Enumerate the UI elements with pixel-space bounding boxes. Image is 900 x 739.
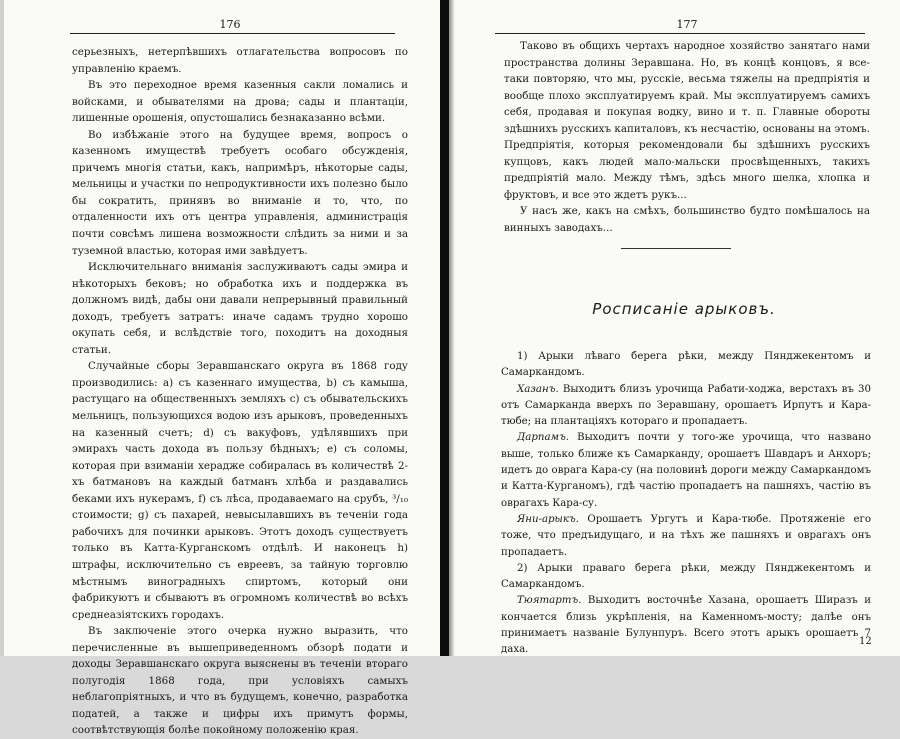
canal-list [501, 349, 871, 659]
canal-name: Дарпамъ. [517, 432, 569, 444]
canal-name: Яни-арыкъ. [517, 513, 579, 525]
left-header-rule [70, 33, 395, 34]
canal-description: Выходитъ близъ урочища Рабати-ходжа, верстахъ въ 30 отъ Самарканда вверхъ по Зеравшану, орошаетъ Ирпутъ и Кара-тюбе; на плантаціяхъ котораго и пропадаетъ. [501, 383, 871, 428]
left-paragraph-6: Въ заключеніе этого очерка нужно выразить, что перечисленные въ вышеприведенномъ обзорѣ подати и доходы Зеравшанскаго округа выяснены въ теченіи втораго полугодія 1868 года, при условіяхъ самыхъ неблагопріятныхъ, и что въ будущемъ, конечно, разработка податей, а также и цифры ихъ примутъ формы, соотвѣтствующія болѣе покойному положенію края. [72, 625, 408, 737]
left-paragraph-2: Въ это переходное время казенныя сакли ломались и войсками, и обывателями на дрова; сады и плантаціи, лишенные орошенія, опустошались безнаказанно всѣми. [72, 79, 408, 125]
canal-entry-yani-aryk [501, 512, 871, 561]
right-paragraph-2: У насъ же, какъ на смѣхъ, большинство будто помѣшалось на винныхъ заводахъ... [504, 205, 870, 235]
right-page-number: 177 [676, 18, 698, 31]
left-page-number: 176 [219, 18, 241, 31]
left-paragraph-1: серьезныхъ, нетерпѣвшихъ отлагательства вопросовъ по управленію краемъ. [72, 46, 408, 75]
canal-description: Выходитъ почти у того-же урочища, что названо выше, только ближе къ Самарканду, орошаетъ Шавдаръ и Анхоръ; идетъ до оврага Кара-су (на половинѣ дороги между Самаркандомъ и Катта-Курганомъ), гдѣ частію пропадаетъ на пашняхъ, частію въ оврагахъ Кара-су. [501, 432, 871, 509]
section-divider [621, 248, 731, 249]
canal-description: Орошаетъ Ургутъ и Кара-тюбе. Протяженіе его тоже, что предъидущаго, и на тѣхъ же пашняхъ и оврагахъ онъ пропадаетъ. [501, 513, 871, 558]
canal-entry-darpam [501, 430, 871, 511]
canal-name: Тюятартъ. [517, 595, 582, 607]
right-paragraph-1: Таково въ общихъ чертахъ народное хозяйство занятаго нами пространства долины Зеравшана. Но, въ концѣ концовъ, я все-таки повторяю, что мы, русскіе, весьма тяжелы на предпріятія и вообще плохо эксплуатируемъ край. Мы эксплуатируемъ самихъ себя, продавая и покупая водку, вино и т. п. Главные обороты здѣшнихъ русскихъ капиталовъ, къ несчастію, основаны на этомъ. Предпріятія, которыя рекомендовали бы здѣшнихъ русскихъ купцовъ, какъ людей мало-мальски просвѣщенныхъ, такихъ предпріятій мало. Между тѣмъ, здѣсь много шелка, хлопка и фруктовъ, и все это ждетъ рукъ... [504, 40, 870, 201]
canal-description: Выходитъ восточнѣе Хазана, орошаетъ Ширазъ и кончается близь укрѣпленія, на Каменномъ-мосту; далѣе онъ принимаетъ названіе Булунпуръ. Всего этотъ арыкъ орошаетъ 7 даха. [501, 595, 871, 656]
canal-entry-tyuyatart [501, 593, 871, 658]
left-page-text [72, 44, 408, 739]
left-paragraph-5: Случайные сборы Зеравшанскаго округа въ 1868 году производились: a) съ казеннаго имущества, b) съ камыша, растущаго на общественныхъ земляхъ c) съ обывательскихъ мельницъ, пользующихся водою изъ арыковъ, проведенныхъ на казенный счетъ; d) съ вакуфовъ, удѣлявшихъ при эмирахъ часть дохода въ пользу бѣдныхъ; e) съ соломы, которая при взиманіи херадже собиралась въ количествѣ 2-хъ батмановъ на каждый батманъ хлѣба и раздавались беками ихъ нукерамъ, f) съ лѣса, продаваемаго на срубъ, ³/₁₀ стоимости; g) съ пахарей, невысылавшихъ въ теченіи года рабочихъ для починки арыковъ. Этотъ доходъ существуетъ только въ Катта-Курганскомъ отдѣлѣ. И наконецъ h) штрафы, исключительно съ евреевъ, за тайную торговлю мѣстнымъ виноградныхъ спиртомъ, который они фабрикуютъ и сбываютъ въ огромномъ количествѣ во всѣхъ среднеазіятскихъ городахъ. [72, 360, 408, 621]
canal-name: Хазанъ. [517, 383, 559, 395]
right-page-text [504, 38, 870, 237]
left-paragraph-3: Во избѣжаніе этого на будущее время, вопросъ о казенномъ имуществѣ требуетъ особаго обсужденія, причемъ многія статьи, какъ, напримѣръ, нѣкоторые сады, мельницы и участки по непродуктивности ихъ полезно было бы сократить, принявъ во вниманіе и то, что, по отдаленности ихъ отъ центра управленія, администрація почти совсѣмъ лишена возможности слѣдить за ними и за туземной властью, которая ими завѣдуетъ. [72, 128, 408, 257]
canal-heading-right-bank: 2) Арыки праваго берега рѣки, между Пянджекентомъ и Самаркандомъ. [501, 562, 871, 591]
section-title: Росписаніе арыковъ. [592, 300, 776, 318]
canal-entry-khazan [501, 382, 871, 431]
sheet-number: 12 [859, 636, 872, 647]
book-gutter [440, 0, 449, 656]
right-page [449, 0, 900, 656]
canal-heading-left-bank: 1) Арыки лѣваго берега рѣки, между Пянджекентомъ и Самаркандомъ. [501, 351, 871, 379]
left-page [0, 0, 440, 737]
left-paragraph-4: Исключительнаго вниманія заслуживаютъ сады эмира и нѣкоторыхъ бековъ; но обработка ихъ и поддержка въ должномъ видѣ, дабы они давали непрерывный правильный доходъ, требуетъ затратъ: иначе садамъ трудно хорошо окупать себя, и вслѣдствіе того, походитъ на доходныя статьи. [72, 261, 408, 356]
right-header-rule [495, 33, 865, 34]
